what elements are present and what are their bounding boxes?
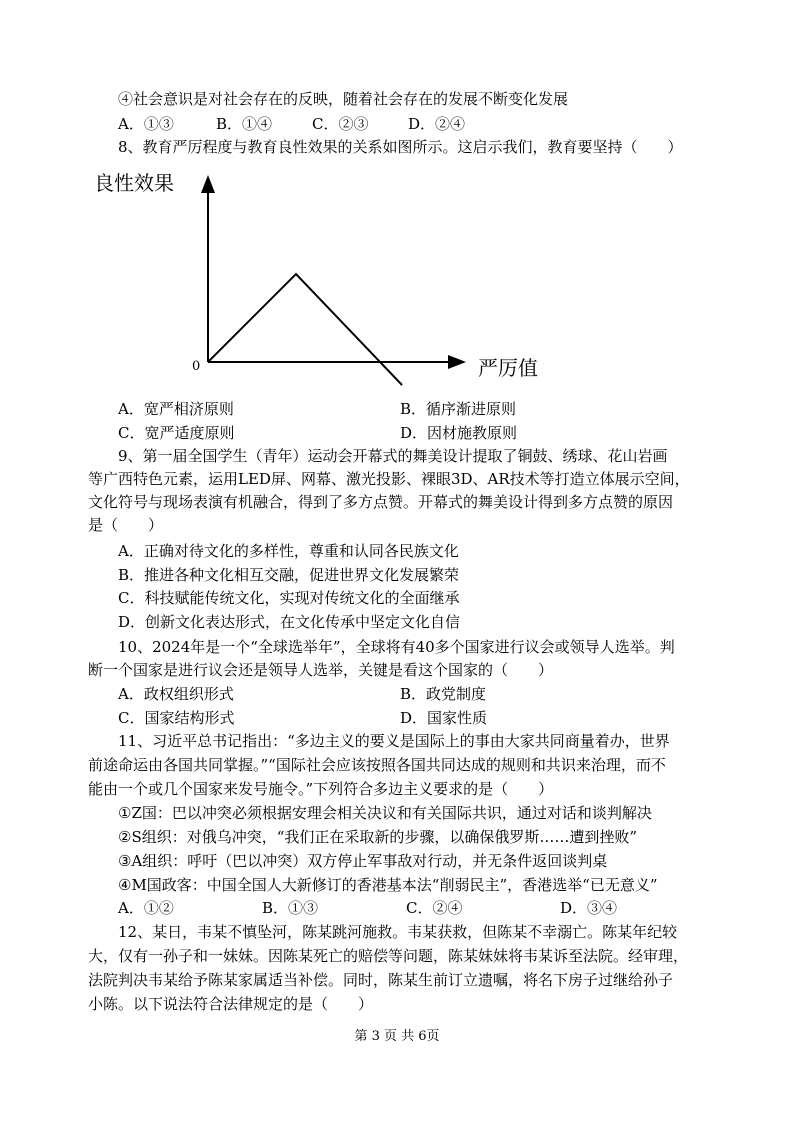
q8-figure-y-arrow <box>201 175 215 193</box>
q8-figure-curve <box>208 274 402 385</box>
q8-figure-x-label: 严厉值 <box>478 356 538 380</box>
q9-option-a: A．正确对待文化的多样性，尊重和认同各民族文化 <box>118 542 459 560</box>
q12-line-1: 12、某日，韦某不慎坠河，陈某跳河施救。韦某获救，但陈某不幸溺亡。陈某年纪较 <box>118 923 678 941</box>
q8-figure-y-label: 良性效果 <box>94 171 174 195</box>
q8-figure-x-arrow <box>448 355 466 369</box>
q9-option-c: C．科技赋能传统文化，实现对传统文化的全面继承 <box>118 589 460 607</box>
q11-line-1: 11、习近平总书记指出：“多边主义的要义是国际上的事由大家共同商量着办，世界 <box>118 732 670 750</box>
q9-option-d: D．创新文化表达形式，在文化传承中坚定文化自信 <box>118 613 461 631</box>
q10-line-2: 断一个国家是进行议会还是领导人选举，关键是看这个国家的（ ） <box>88 661 554 679</box>
q9-line-3: 文化符号与现场表演有机融合，得到了多方点赞。开幕式的舞美设计得到多方点赞的原因 <box>88 493 674 511</box>
q9-line-4: 是（ ） <box>88 516 164 534</box>
q11-item-3: ③A组织：呼吁（巴以冲突）双方停止军事敌对行动，并无条件返回谈判桌 <box>118 852 608 870</box>
q7-option-c: C．②③ <box>312 115 369 133</box>
q7-option-a: A．①③ <box>118 115 174 133</box>
q8-option-d: D．因材施教原则 <box>400 424 518 442</box>
q11-item-4: ④M国政客：中国全国人大新修订的香港基本法“削弱民主”，香港选举“已无意义” <box>118 876 658 894</box>
q12-line-3: 法院判决韦某给予陈某家属适当补偿。同时，陈某生前订立遗嘱，将名下房子过继给孙子 <box>88 971 674 989</box>
q8-option-a: A．宽严相济原则 <box>118 400 234 418</box>
q7-option-b: B．①④ <box>216 115 273 133</box>
q8-stem: 8、教育严厉程度与教育良性效果的关系如图所示。这启示我们，教育要坚持（ ） <box>118 138 683 156</box>
q9-option-b: B．推进各种文化相互交融，促进世界文化发展繁荣 <box>118 566 460 584</box>
q12-line-2: 大，仅有一孙子和一妹妹。因陈某死亡的赔偿等问题，陈某妹妹将韦某诉至法院。经审理， <box>88 947 689 965</box>
q10-line-1: 10、2024年是一个“全球选举年”，全球将有40多个国家进行议会或领导人选举。判 <box>118 638 675 656</box>
q8-option-c: C．宽严适度原则 <box>118 424 235 442</box>
q12-line-4: 小陈。以下说法符合法律规定的是（ ） <box>88 995 374 1013</box>
q11-option-d: D．③④ <box>560 899 618 917</box>
q11-option-b: B．①③ <box>262 899 319 917</box>
q10-option-d: D．国家性质 <box>400 709 488 727</box>
q10-option-a: A．政权组织形式 <box>118 685 234 703</box>
q11-item-2: ②S组织：对俄乌冲突，“我们正在采取新的步骤，以确保俄罗斯……遭到挫败” <box>118 828 638 846</box>
q8-figure-origin: 0 <box>192 359 201 374</box>
q11-line-3: 能由一个或几个国家来发号施令。”下列符合多边主义要求的是（ ） <box>88 780 554 798</box>
q9-line-2: 等广西特色元素，运用LED屏、网幕、激光投影、裸眼3D、AR技术等打造立体展示空间， <box>88 470 690 488</box>
q8-option-b: B．循序渐进原则 <box>400 400 517 418</box>
q11-option-c: C．②④ <box>406 899 463 917</box>
q7-item-4: ④社会意识是对社会存在的反映，随着社会存在的发展不断变化发展 <box>118 90 569 108</box>
page-footer: 第 3 页 共 6页 <box>354 1029 440 1044</box>
q11-item-1: ①Z国：巴以冲突必须根据安理会相关决议和有关国际共识，通过对话和谈判解决 <box>118 804 652 822</box>
q8-figure <box>88 165 558 395</box>
q7-option-d: D．②④ <box>408 115 466 133</box>
q10-option-c: C．国家结构形式 <box>118 709 235 727</box>
q9-line-1: 9、第一届全国学生（青年）运动会开幕式的舞美设计提取了铜鼓、绣球、花山岩画 <box>118 447 668 465</box>
q11-line-2: 前途命运由各国共同掌握。”“国际社会应该按照各国共同达成的规则和共识来治理，而不 <box>88 756 666 774</box>
q11-option-a: A．①② <box>118 899 174 917</box>
q10-option-b: B．政党制度 <box>400 685 487 703</box>
